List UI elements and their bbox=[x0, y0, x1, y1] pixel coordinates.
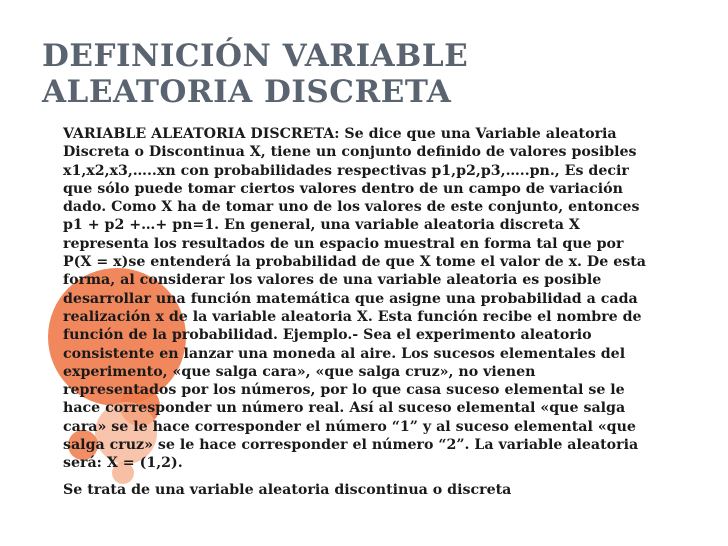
slide-title: DEFINICIÓN VARIABLE ALEATORIA DISCRETA bbox=[42, 38, 469, 110]
conclusion-paragraph: Se trata de una variable aleatoria discontinua o discreta bbox=[63, 481, 512, 498]
definition-paragraph: VARIABLE ALEATORIA DISCRETA: Se dice que una Variable aleatoria Discreta o Discontinua X, tiene un conjunto definido de valores posibles x1,x2,x3,…..xn con probabilidades respectivas p1,p2,p3,…..pn., Es decir que sólo puede tomar ciertos valores dentro de un campo de variación dado. Como X ha de tomar uno de los valores de este conjunto, entonces p1 + p2 +…+ pn=1. En general, una variable aleatoria discreta X representa los resultados de un espacio muestral en forma tal que por P(X = x)se entenderá la probabilidad de que X tome el valor de x. De esta forma, al considerar los valores de una variable aleatoria es posible desarrollar una función matemática que asigne una probabilidad a cada realización x de la variable aleatoria X. Esta función recibe el nombre de función de la probabilidad. Ejemplo.- Sea el experimento aleatorio consistente en lanzar una moneda al aire. Los sucesos elementales del experimento, «que salga cara», «que salga cruz», no vienen representados por los números, por lo que casa suceso elemental se le hace corresponder un número real. Así al suceso elemental «que salga cara» se le hace corresponder el número “1” y al suceso elemental «que salga cruz» se le hace corresponder el número “2”. La variable aleatoria será: X = (1,2). bbox=[63, 126, 646, 472]
slide-content bbox=[63, 125, 648, 499]
